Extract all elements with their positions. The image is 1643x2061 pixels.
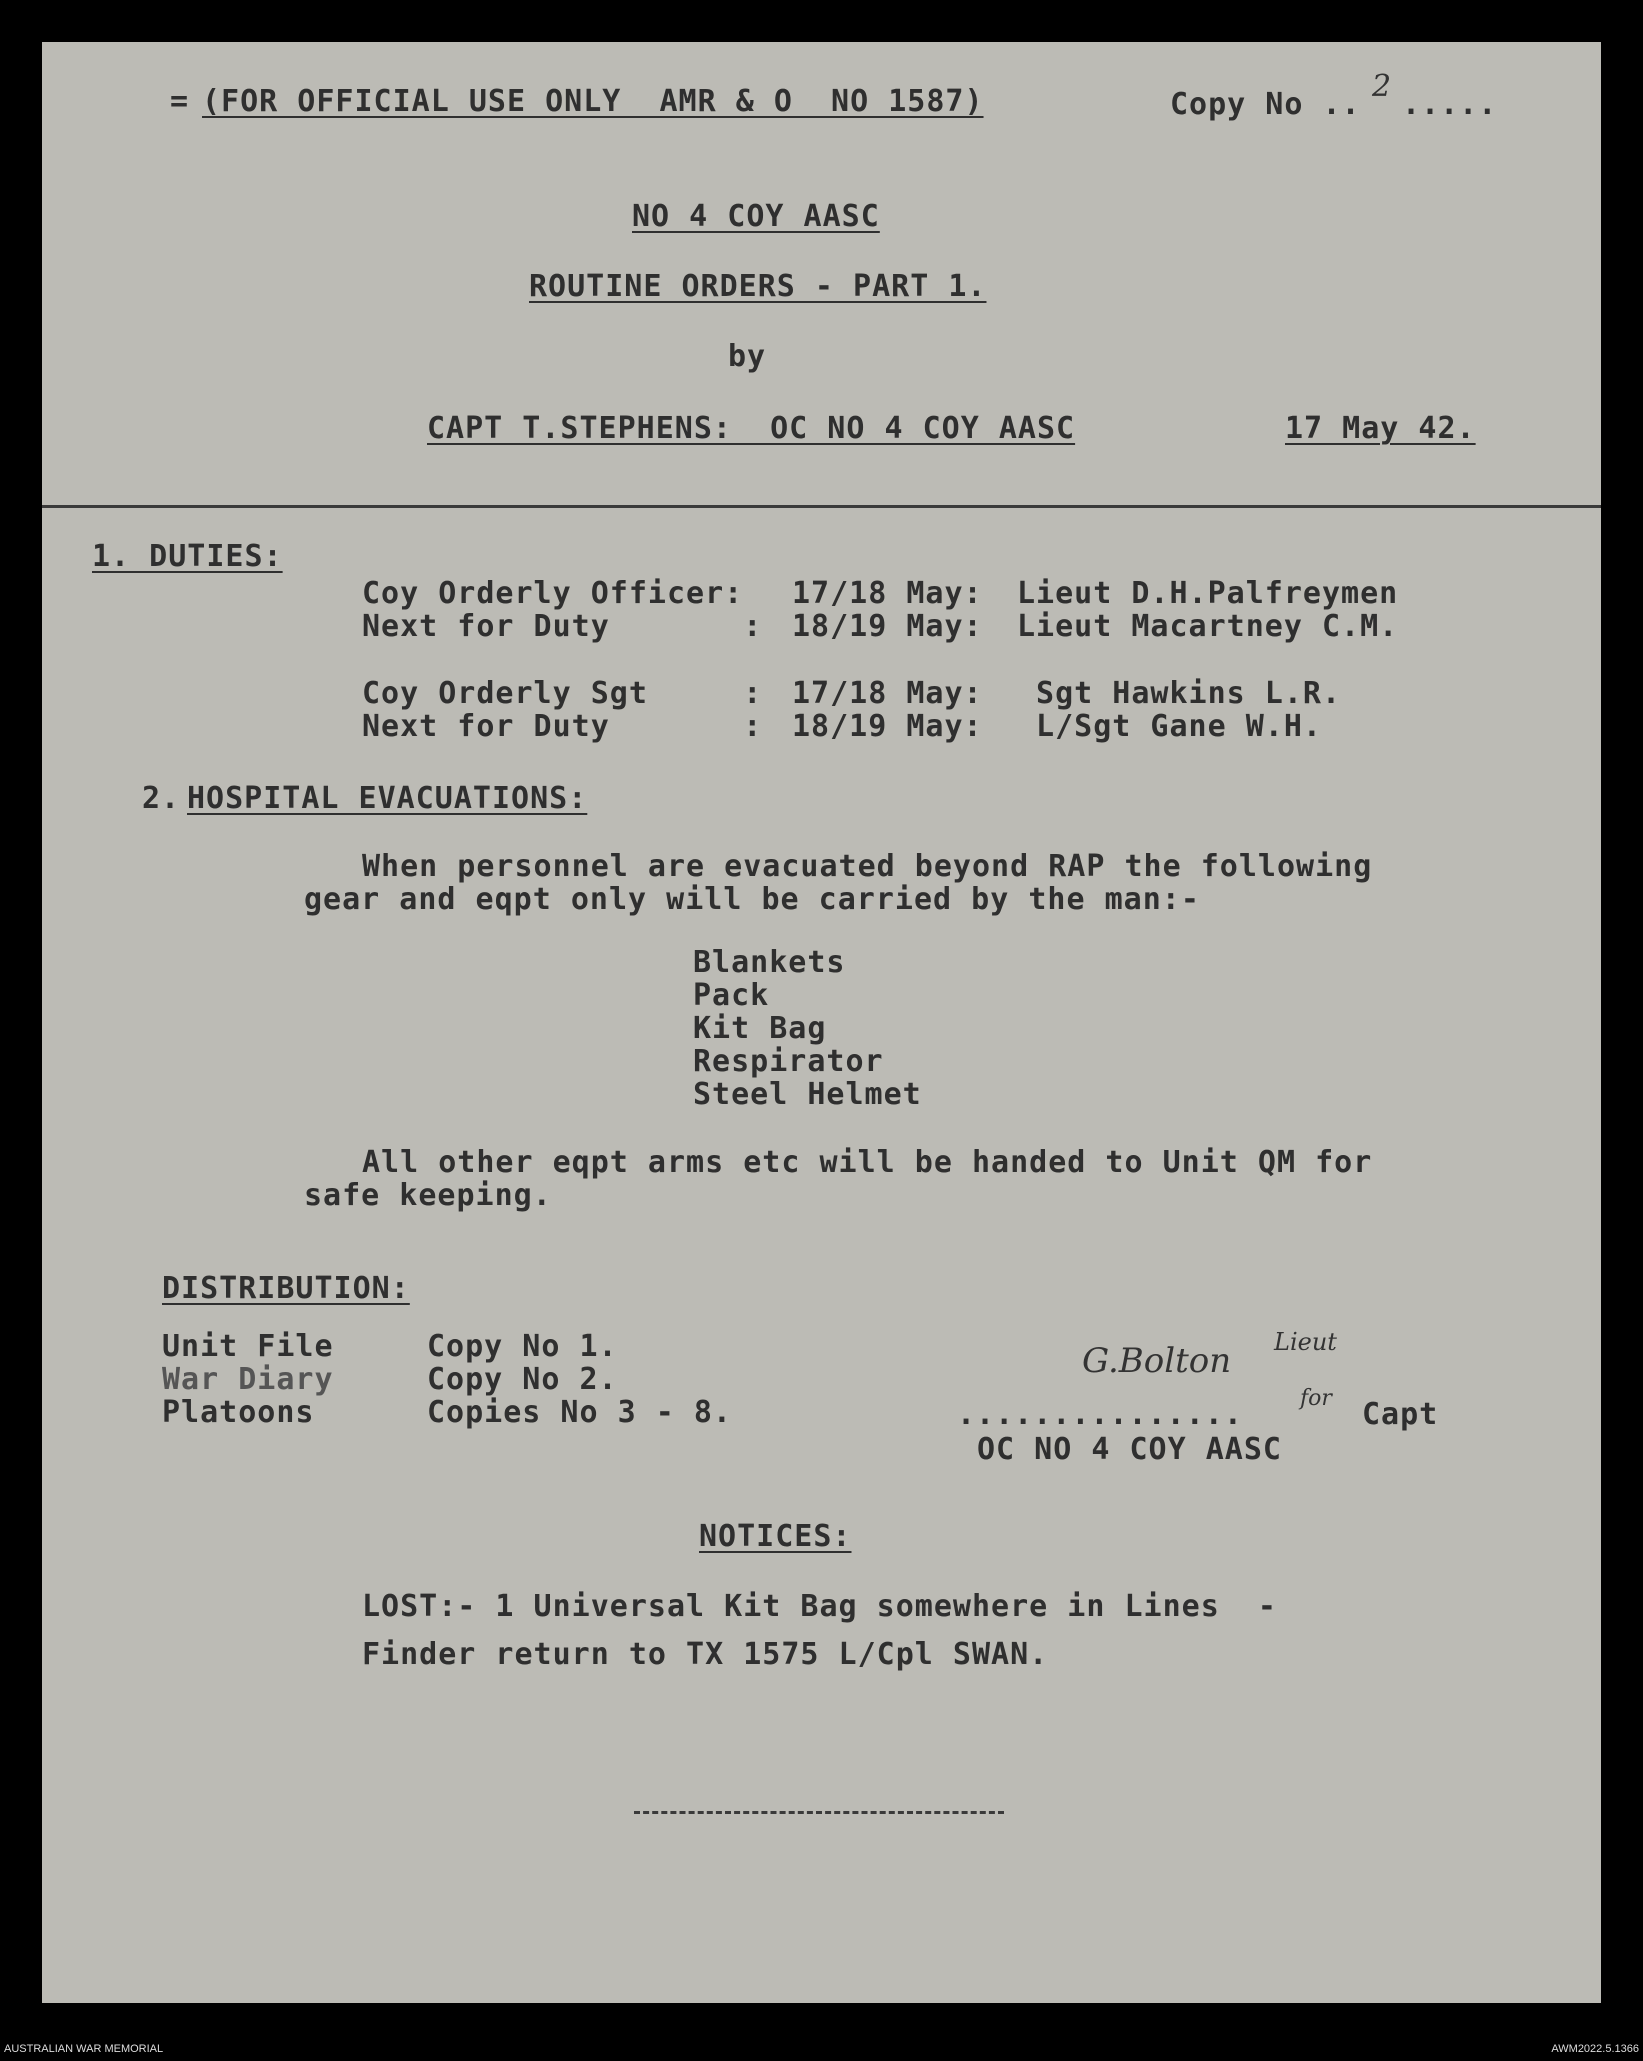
equipment-item: Steel Helmet	[693, 1077, 922, 1112]
hospital-heading: HOSPITAL EVACUATIONS:	[187, 781, 588, 816]
notices-heading: NOTICES:	[699, 1519, 852, 1554]
hospital-number: 2.	[142, 781, 181, 816]
equipment-item: Respirator	[693, 1044, 884, 1079]
hospital-paragraph-line: When personnel are evacuated beyond RAP the following	[362, 849, 1373, 884]
distribution-recipient: Platoons	[162, 1395, 315, 1430]
duty-person: Lieut D.H.Palfreymen	[1017, 576, 1399, 611]
notice-line: LOST:- 1 Universal Kit Bag somewhere in Lines -	[362, 1589, 1277, 1624]
duty-dates: 18/19 May:	[792, 709, 983, 744]
header-divider	[42, 505, 1601, 508]
handwritten-rank: Lieut	[1274, 1328, 1337, 1356]
copy-label: Copy No ..	[1170, 87, 1361, 122]
distribution-copy: Copy No 1.	[427, 1329, 618, 1364]
distribution-copy: Copies No 3 - 8.	[427, 1395, 732, 1430]
equipment-item: Pack	[693, 978, 770, 1013]
hospital-paragraph-line: All other eqpt arms etc will be handed to Unit QM for	[362, 1145, 1373, 1180]
duty-dates: 17/18 May:	[792, 576, 983, 611]
duty-role: Next for Duty :	[362, 709, 763, 744]
equipment-item: Blankets	[693, 945, 846, 980]
copy-number-handwritten: 2	[1372, 69, 1392, 104]
notice-line: Finder return to TX 1575 L/Cpl SWAN.	[362, 1637, 1049, 1672]
handwritten-for: for	[1300, 1386, 1332, 1411]
handwritten-signature: G.Bolton	[1082, 1341, 1232, 1381]
signature-title: OC NO 4 COY AASC	[977, 1432, 1282, 1467]
distribution-copy: Copy No 2.	[427, 1362, 618, 1397]
unit-title: NO 4 COY AASC	[632, 199, 880, 234]
footer-accession: AWM2022.5.1366	[1551, 2043, 1639, 2055]
distribution-heading: DISTRIBUTION:	[162, 1271, 410, 1306]
distribution-recipient: Unit File	[162, 1329, 334, 1364]
signature-dots: ...............	[957, 1397, 1243, 1432]
duty-person: Lieut Macartney C.M.	[1017, 609, 1399, 644]
hospital-paragraph-line: safe keeping.	[304, 1178, 552, 1213]
copy-label-dots: .....	[1402, 87, 1498, 122]
duty-dates: 17/18 May:	[792, 676, 983, 711]
header-mark: =	[170, 84, 190, 119]
hospital-paragraph-line: gear and eqpt only will be carried by the man:-	[304, 882, 1200, 917]
document-page	[42, 42, 1601, 2003]
duty-role: Coy Orderly Officer:	[362, 576, 744, 611]
duties-heading: 1. DUTIES:	[92, 539, 283, 574]
orders-title: ROUTINE ORDERS - PART 1.	[529, 269, 987, 304]
duty-dates: 18/19 May:	[792, 609, 983, 644]
by-line: by	[728, 339, 767, 374]
closing-dashes	[634, 1811, 1004, 1814]
equipment-item: Kit Bag	[693, 1011, 827, 1046]
duty-role: Next for Duty :	[362, 609, 763, 644]
duty-person: Sgt Hawkins L.R.	[1017, 676, 1342, 711]
official-use-line: (FOR OFFICIAL USE ONLY AMR & O NO 1587)	[202, 84, 984, 119]
duty-role: Coy Orderly Sgt :	[362, 676, 763, 711]
distribution-recipient: War Diary	[162, 1362, 334, 1397]
signature-rank: Capt	[1362, 1397, 1439, 1432]
footer-credit: AUSTRALIAN WAR MEMORIAL	[4, 2043, 164, 2055]
author-line: CAPT T.STEPHENS: OC NO 4 COY AASC	[427, 411, 1076, 446]
order-date: 17 May 42.	[1285, 411, 1476, 446]
duty-person: L/Sgt Gane W.H.	[1017, 709, 1322, 744]
